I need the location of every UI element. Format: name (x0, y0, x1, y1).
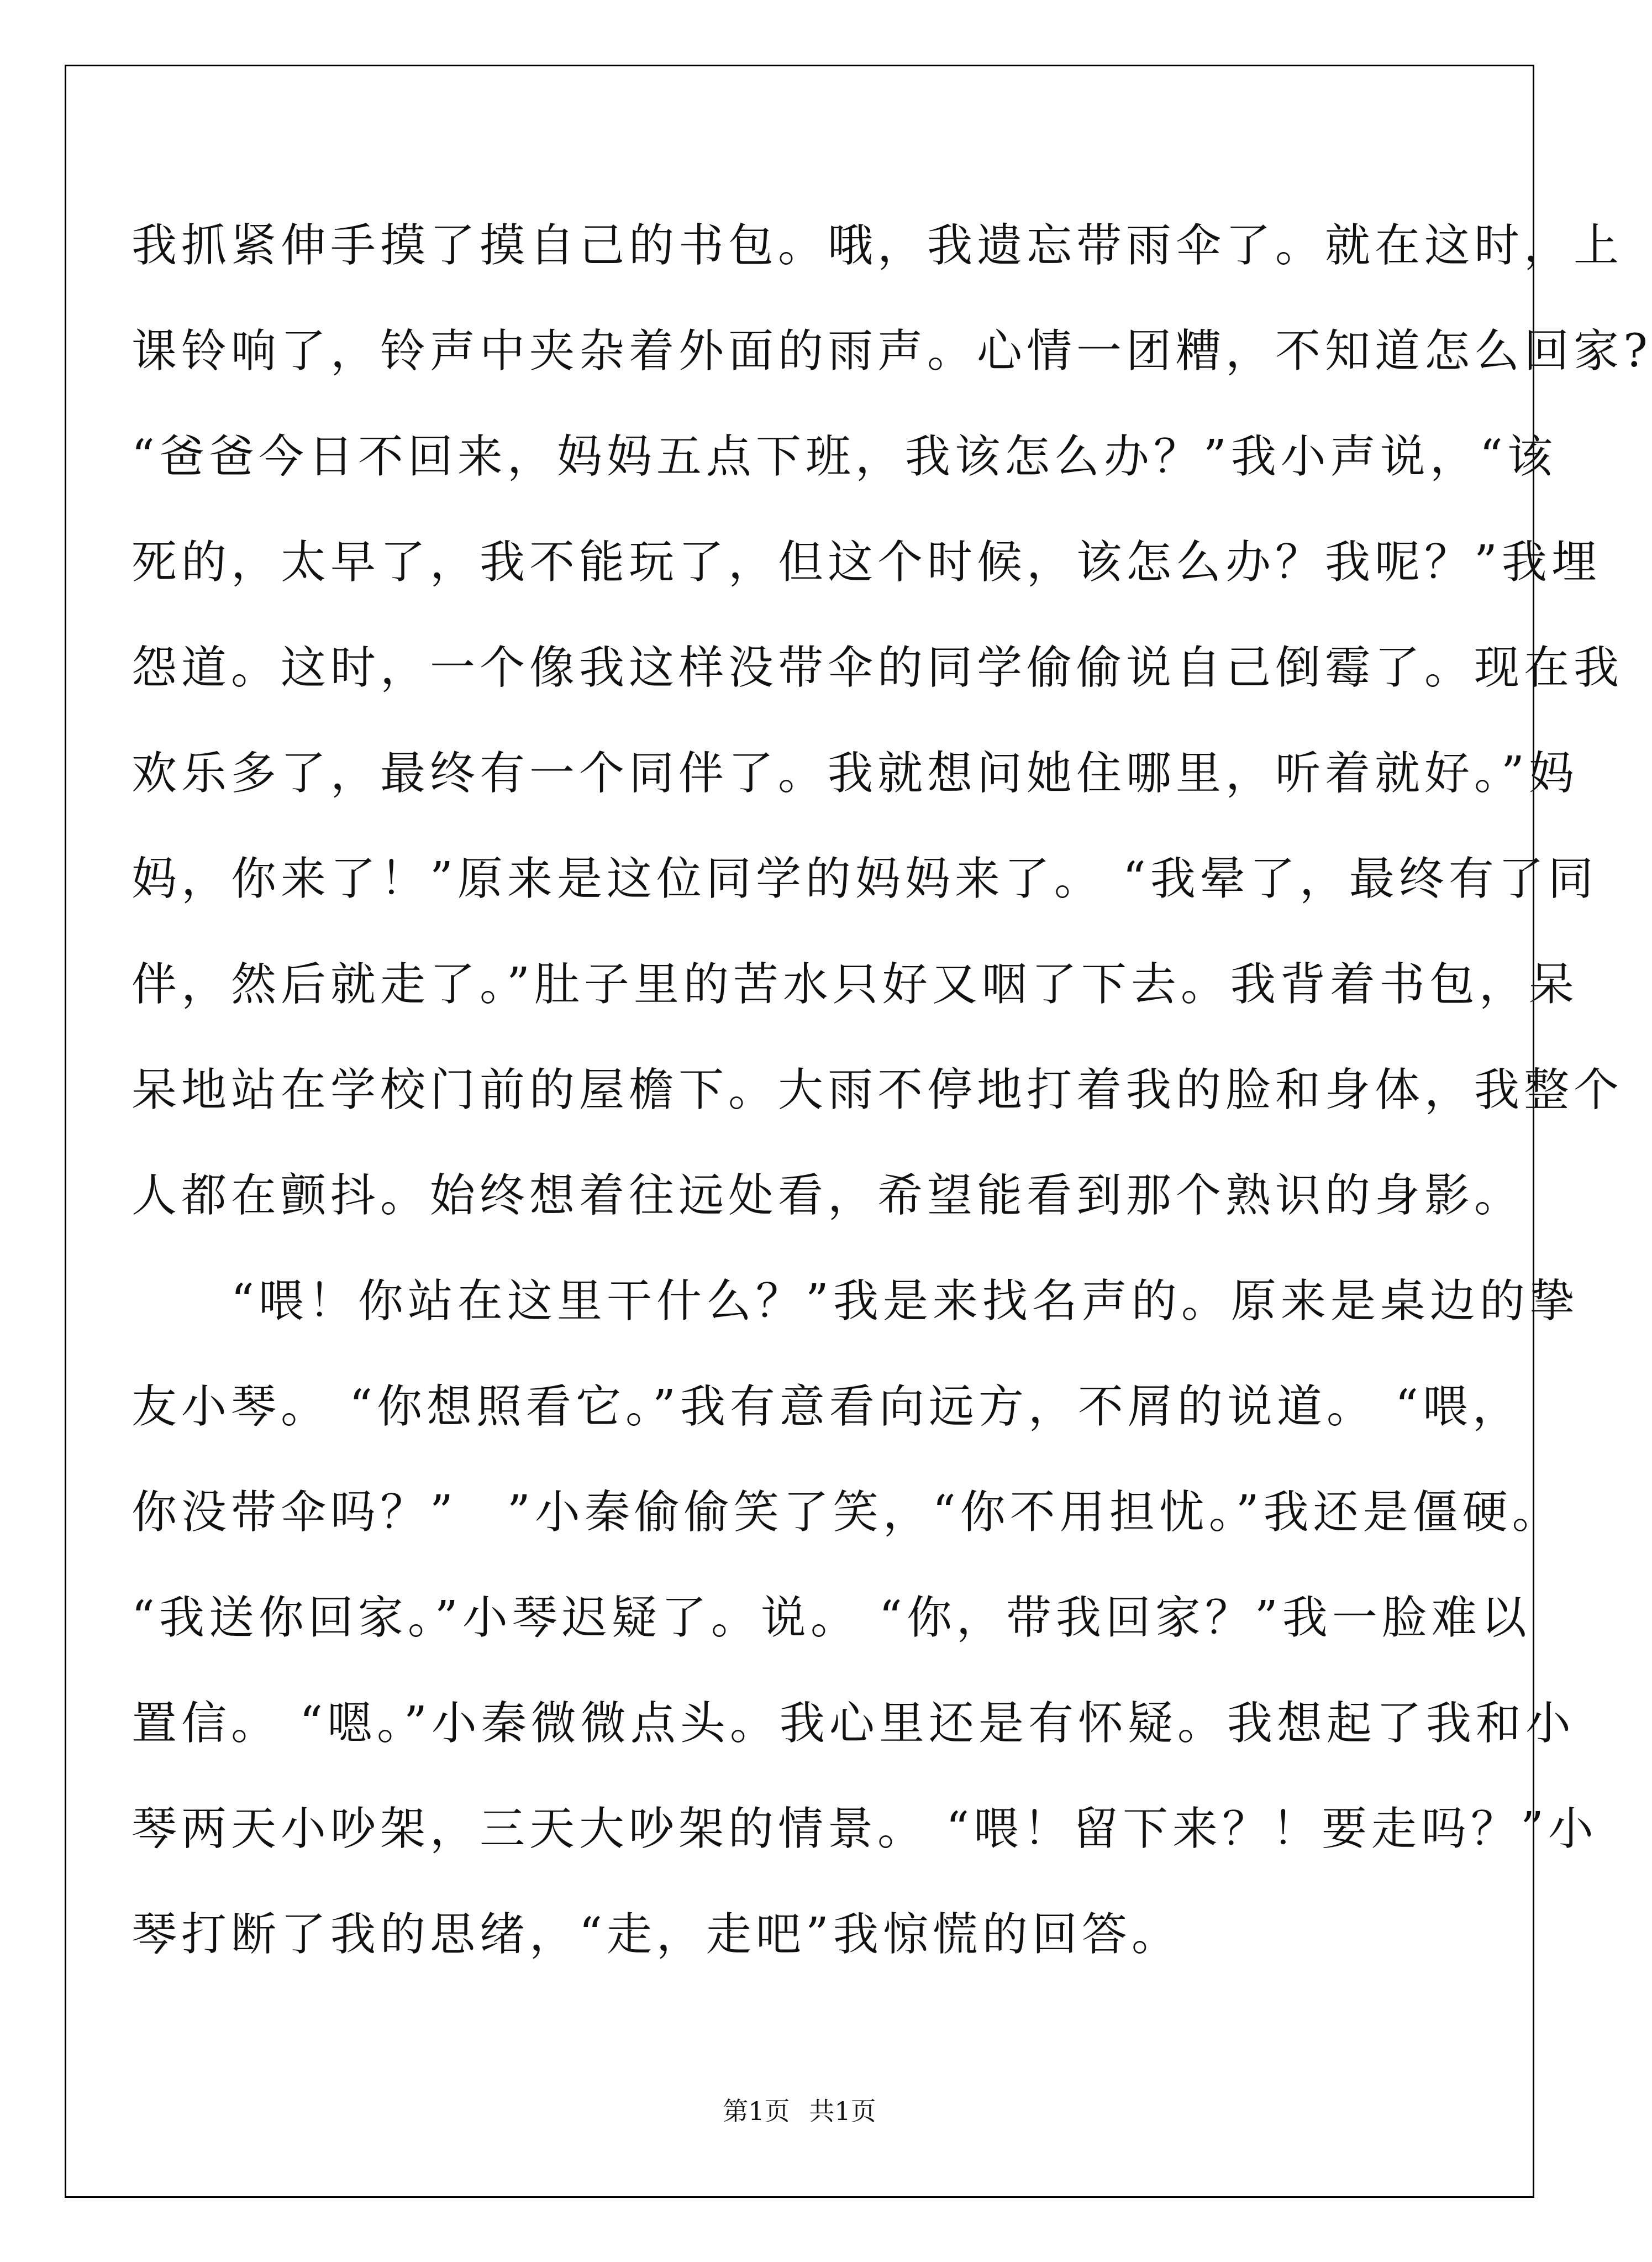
text-line: 死的，太早了，我不能玩了，但这个时候，该怎么办？我呢？”我埋 (131, 536, 1601, 589)
page-footer (0, 2095, 1599, 2128)
text-line: 置信。 “嗯。”小秦微微点头。我心里还是有怀疑。我想起了我和小 (131, 1697, 1575, 1750)
page-total: 共1页 (809, 2096, 876, 2126)
text-line: “喂！你站在这里干什么？”我是来找名声的。原来是桌边的挚 (131, 1275, 1579, 1327)
text-line: 怨道。这时，一个像我这样没带伞的同学偷偷说自己倒霉了。现在我 (131, 642, 1624, 694)
page-number: 第1页 (723, 2096, 790, 2126)
text-line: 我抓紧伸手摸了摸自己的书包。哦，我遗忘带雨伞了。就在这时，上 (131, 219, 1624, 272)
text-line: 人都在颤抖。始终想着往远处看，希望能看到那个熟识的身影。 (131, 1169, 1524, 1222)
text-line: 伴，然后就走了。”肚子里的苦水只好又咽了下去。我背着书包，呆 (131, 958, 1579, 1011)
text-line: “我送你回家。”小琴迟疑了。说。 “你，带我回家？”我一脸难以 (131, 1592, 1531, 1644)
document-body (131, 207, 1652, 2002)
text-line: 妈，你来了！”原来是这位同学的妈妈来了。 “我晕了，最终有了同 (131, 853, 1598, 905)
text-line: 友小琴。 “你想照看它。”我有意看向远方，不屑的说道。 “喂， (131, 1381, 1522, 1433)
text-line: 琴打断了我的思绪，“走，走吧”我惊慌的回答。 (131, 1908, 1181, 1961)
text-line: 课铃响了，铃声中夹杂着外面的雨声。心情一团糟，不知道怎么回家? (131, 325, 1652, 377)
text-line: 琴两天小吵架，三天大吵架的情景。 “喂！留下来？！要走吗？”小 (131, 1803, 1598, 1855)
text-line: 你没带伞吗？” ”小秦偷偷笑了笑，“你不用担忧。”我还是僵硬。 (131, 1486, 1562, 1539)
text-line: “爸爸今日不回来，妈妈五点下班，我该怎么办？”我小声说，“该 (131, 431, 1557, 483)
text-line: 欢乐多了，最终有一个同伴了。我就想问她住哪里，听着就好。”妈 (131, 747, 1579, 800)
text-line: 呆地站在学校门前的屋檐下。大雨不停地打着我的脸和身体，我整个 (131, 1064, 1624, 1116)
